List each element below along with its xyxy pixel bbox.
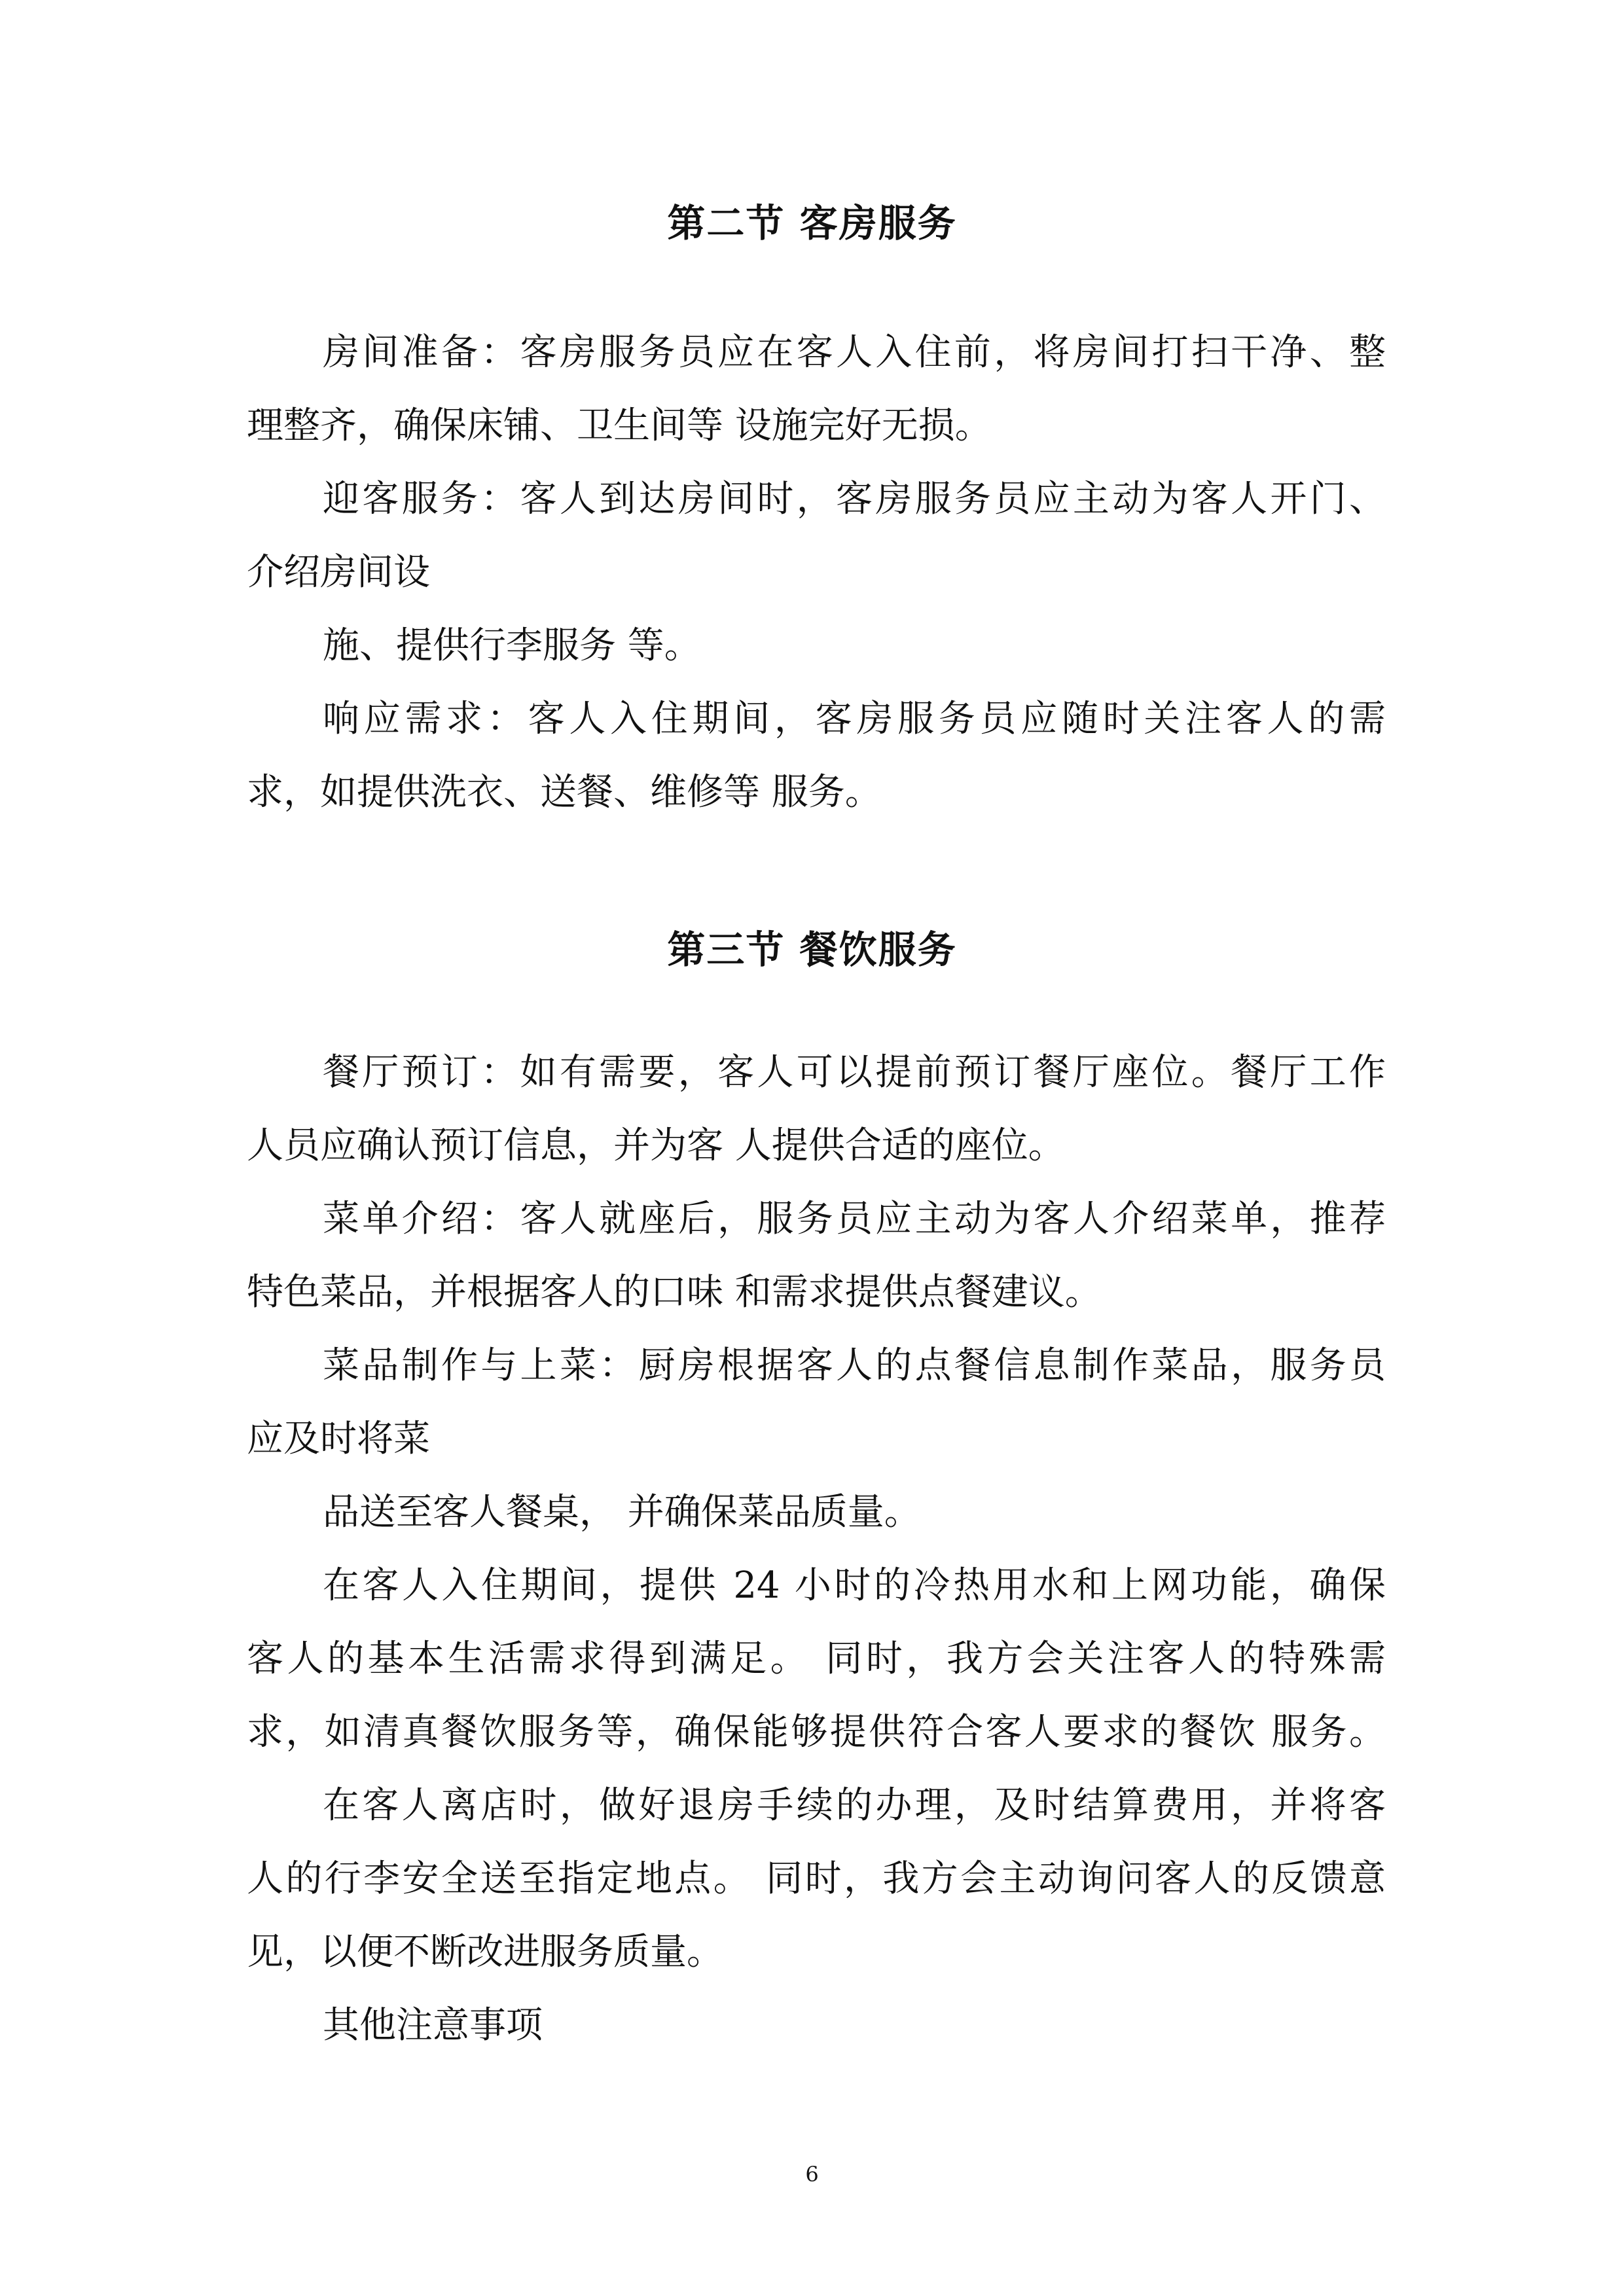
- paragraph-line: 在客人入住期间，提供 24 小时的冷热用水和上网功能，确保: [323, 1564, 1386, 1607]
- paragraph-line: 餐厅预订：如有需要，客人可以提前预订餐厅座位。餐厅工作: [323, 1051, 1386, 1094]
- paragraph-line: 响应需求：客人入住期间，客房服务员应随时关注客人的需: [323, 698, 1386, 740]
- paragraph-line: 求，如提供洗衣、送餐、维修等 服务。: [247, 771, 882, 814]
- paragraph-line: 应及时将菜: [247, 1418, 430, 1460]
- paragraph-line: 特色菜品，并根据客人的口味 和需求提供点餐建议。: [247, 1271, 1102, 1314]
- paragraph-line: 房间准备：客房服务员应在客人入住前，将房间打扫干净、整: [323, 331, 1386, 374]
- paragraph-line: 在客人离店时，做好退房手续的办理，及时结算费用，并将客: [323, 1784, 1386, 1827]
- paragraph-line: 菜品制作与上菜：厨房根据客人的点餐信息制作菜品，服务员: [323, 1344, 1386, 1387]
- paragraph-line: 其他注意事项: [323, 2004, 543, 2047]
- paragraph-line: 理整齐，确保床铺、卫生间等 设施完好无损。: [247, 404, 992, 447]
- paragraph-line: 菜单介绍：客人就座后，服务员应主动为客人介绍菜单，推荐: [323, 1198, 1386, 1240]
- paragraph-line: 迎客服务：客人到达房间时，客房服务员应主动为客人开门、: [323, 478, 1386, 520]
- paragraph-line: 见，以便不断改进服务质量。: [247, 1931, 723, 1973]
- paragraph-line: 求，如清真餐饮服务等，确保能够提供符合客人要求的餐饮 服务。: [247, 1711, 1386, 1753]
- paragraph-line: 客人的基本生活需求得到满足。 同时，我方会关注客人的特殊需: [247, 1638, 1386, 1680]
- paragraph-line: 介绍房间设: [247, 551, 430, 594]
- section-heading-guest-room-service: 第二节 客房服务: [667, 201, 957, 245]
- paragraph-line: 品送至客人餐桌， 并确保菜品质量。: [323, 1491, 921, 1534]
- paragraph-line: 人员应确认预订信息，并为客 人提供合适的座位。: [247, 1124, 1065, 1167]
- section-heading-catering-service: 第三节 餐饮服务: [667, 927, 957, 972]
- paragraph-line: 施、提供行李服务 等。: [323, 624, 701, 667]
- page-number: 6: [805, 2162, 819, 2187]
- paragraph-line: 人的行李安全送至指定地点。 同时，我方会主动询问客人的反馈意: [247, 1857, 1386, 1900]
